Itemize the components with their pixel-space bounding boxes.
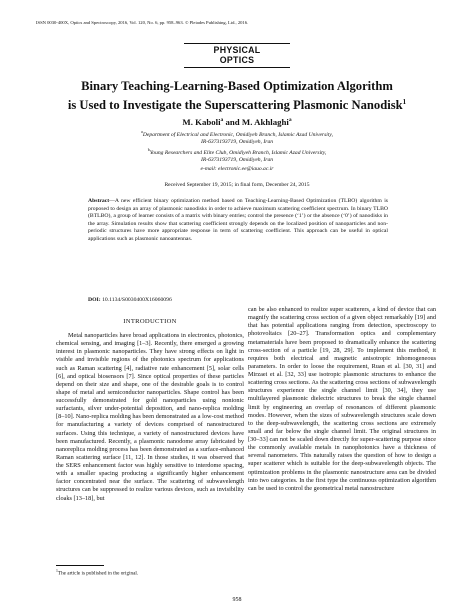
title-footnote-mark: 1 [402,97,407,106]
affiliation-a [100,128,374,147]
affiliation-a-line2: IR-6373193719, Omidiyeh, Iran [200,139,274,146]
footnote-mark: 1 [56,569,58,573]
contact-email: e-mail: electronic.ee@iauo.ac.ir [200,166,274,172]
affiliation-b [100,146,374,165]
author-2: M. Akhlaghi [241,116,289,127]
affiliation-b-mark: b [147,147,150,152]
left-column-paragraph: Metal nanoparticles have broad applications in electronics, photonics, chemical sensing, and imaging [1–3]. Recently, there emerged a growing interest in plasmonic nanoparticles. They have strong effects on light in visible and invisible regions of the photonics spectrum for applications such as Raman scattering [4], radiative rate enhancement [5], solar cells [6], and optical biosensors [7]. Since optical properties of these particles depend on their size and shape, one of the desirable goals is to control shape of metal and semiconductor nanoparticles. Shape control has been successfully demonstrated for gold nanoparticles using nonionic surfactants, silver under-potential deposition, and nano-replica molding [8–10]. Nano-replica molding has been demonstrated as a low-cost method for manufacturing a variety of devices comprised of nanostructured surfaces. Using this technique, a variety of nanostructured devices have been manufactured. Recently, a plasmonic nanodome array fabricated by nanoreplica molding process has been demonstrated as a surface-enhanced Raman scattering surface [11, 12]. In those studies, it was observed that the SERS enhancement factor was highly sensitive to interdome spacing, with a smaller spacing producing a significantly higher enhancement factor concentrated near the surface. The scattering of subwavelength structures can be suppressed to realize various devices, such as invisibility cloaks [13–18], but [56,332,244,502]
section-name-line1: PHYSICAL [213,45,261,55]
abstract [88,198,388,243]
abstract-label: Abstract [88,198,110,204]
right-column-paragraph: can be also enhanced to realize super scatterers, a kind of device that can magnify the scattering cross section of a given object remarkably [19] and that has potential applications ranging from detection, spectroscopy to photovoltaics [20–27]. Transformation optics and complementary metamaterials have been proposed to dramatically enhance the scattering cross-section of a particle [19, 28, 29]. To implement this method, it requires both electrical and magnetic anisotropic inhomogeneous parameters. In order to loose the requirement, Ruan et al. [30, 31] and Mirzaei et al. [32, 33] use isotropic plasmonic structures to enhance the scattering cross sections. As the scattering cross sections of subwavelength structures experience the single channel limit [30, 34], they use multilayered plasmonic dielectric structures to break the single channel limit by engineering an overlap of resonances of different plasmonic modes. However, when the sizes of subwavelength structures scale down to the deep-subwavelength, the scattering cross sections are extremely small and far below the single channel limit. The original structures in [30–33] can not be scaled down directly for super-scattering purpose since the commonly available metals in nanophotonics have a thickness of several nanometers. This naturally raises the question of how to design a super scatterer which is suitable for the deep-subwavelength objects. The optimization problems in the plasmonic nanostructure area can be divided into two categories. In the first type the continuous optimization algorithm can be used to control the geometrical metal nanostructure [248,306,436,492]
affiliation-a-mark: a [141,129,143,134]
author-1-affil-mark: a [220,117,224,123]
page-number: 958 [232,597,242,603]
introduction-heading: INTRODUCTION [123,318,177,325]
section-bottom-rule [184,67,290,68]
doi-line [88,297,172,304]
journal-citation-line: ISSN 0030-400X, Optics and Spectroscopy, 2016, Vol. 120, No. 6, pp. 958–963. © Pleiades Publishing, Ltd., 2016. [36,20,249,25]
footnote [56,568,138,577]
title-line2: is Used to Investigate the Superscattering Plasmonic Nanodisk [67,97,403,112]
paper-title [40,79,434,113]
abstract-text: —A new efficient binary optimization method based on Teaching-Learning-Based Optimization (TLBO) algorithm is proposed to design an array of plasmonic nanodisks in order to achieve maximum scattering coefficient spectrum. In binary TLBO (BTLBO), a group of learner consists of a matrix with binary entries; control the presence (‘1’) or the absence (‘0’) of nanodisks in the array. Simulation results show that scattering coefficient strongly depends on the localized position of nanoparticles and non-periodic structures have more appropriate response in term of scattering coefficient. This approach can be useful in optical applications such as plasmonic nanoantennas. [88,198,388,242]
affiliation-b-line2: IR-6373193719, Omidiyeh, Iran [200,157,274,164]
author-2-affil-mark: a [288,117,292,123]
affiliation-a-line1: Department of Electrical and Electronic, Omidiyeh Branch, Islamic Azad University, [142,131,333,138]
affiliation-b-line1: Young Researchers and Elite Club, Omidiyeh Branch, Islamic Azad University, [149,149,327,156]
left-column [56,318,244,503]
received-dates: Received September 19, 2015; in final form, December 24, 2015 [164,182,310,188]
section-name-line2: OPTICS [219,55,255,65]
section-top-rule [184,43,290,44]
author-separator: and [223,116,242,127]
right-column [248,306,436,493]
author-1: M. Kaboli [182,116,221,127]
footnote-rule [56,565,104,566]
title-line1: Binary Teaching-Learning-Based Optimization Algorithm [81,79,393,93]
author-list [0,115,474,127]
doi-label: DOI: [88,297,101,303]
doi-value: 10.1134/S0030400X16060096 [100,297,172,303]
journal-section-header [0,43,474,65]
footnote-text: The article is published in the original. [57,570,139,577]
